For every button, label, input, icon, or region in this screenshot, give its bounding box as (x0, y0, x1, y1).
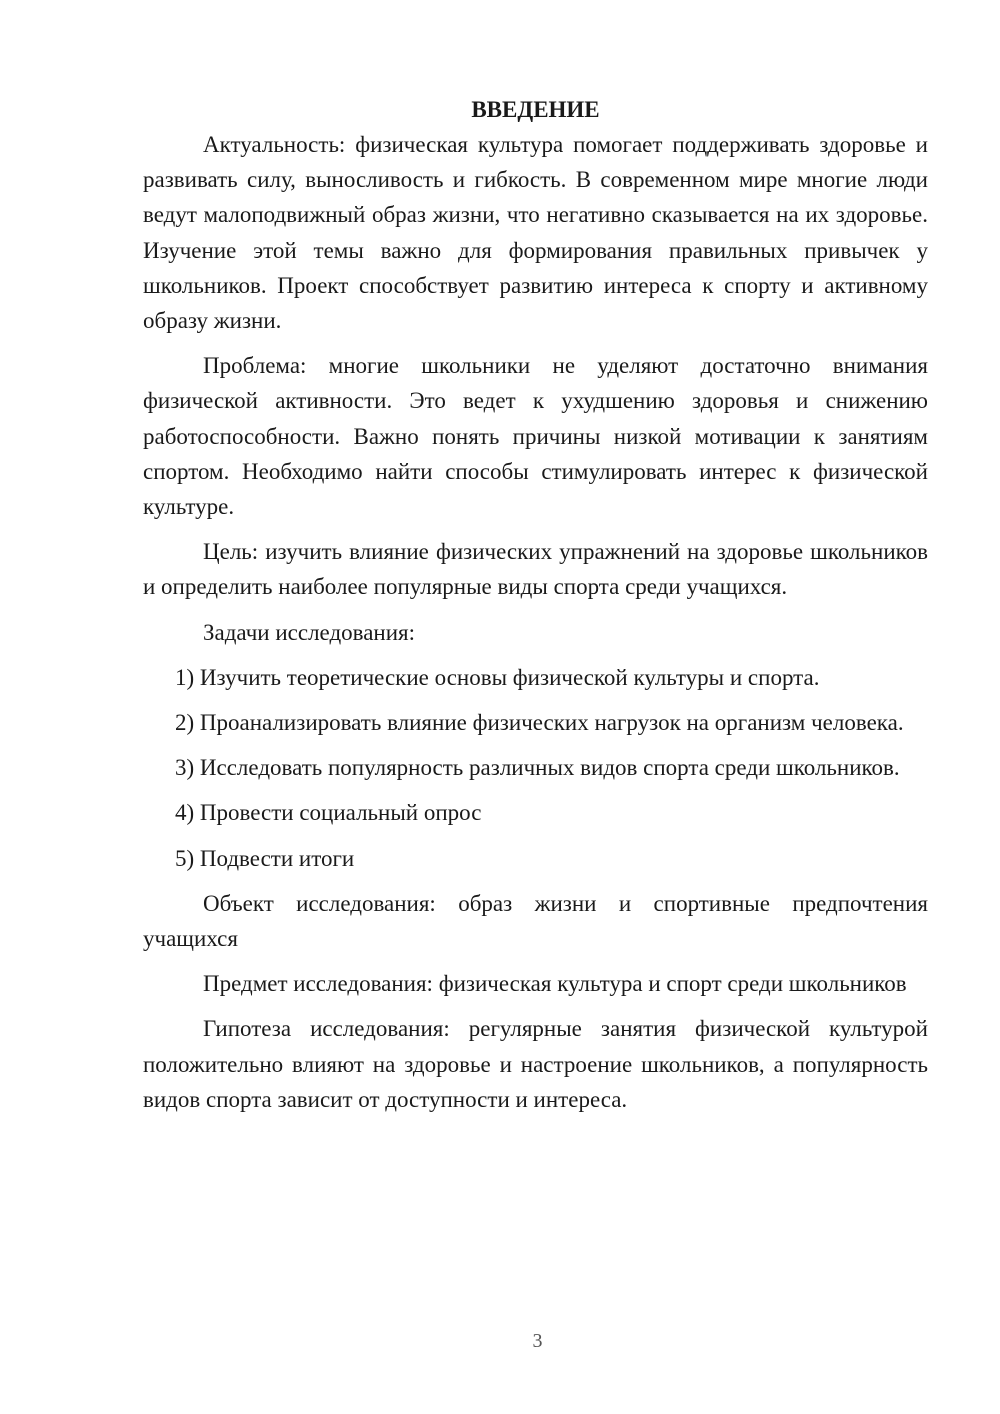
goal-paragraph: Цель: изучить влияние физических упражнений на здоровье школьников и определить наиболее популярные виды спорта среди учащихся. (143, 539, 928, 600)
page-number: 3 (532, 1330, 543, 1352)
relevance-paragraph: Актуальность: физическая культура помогает поддерживать здоровье и развивать силу, выносливость и гибкость. В современном мире многие люди ведут малоподвижный образ жизни, что негативно сказывается на их здоровье. Изучение этой темы важно для формирования правильных привычек у школьников. Проект способствует развитию интереса к спорту и активному образу жизни. (143, 132, 928, 334)
task-item: 5) Подвести итоги (175, 845, 355, 871)
subject-paragraph: Предмет исследования: физическая культура и спорт среди школьников (203, 971, 907, 997)
hypothesis-paragraph: Гипотеза исследования: регулярные занятия физической культурой положительно влияют на здоровье и настроение школьников, а популярность видов спорта зависит от доступности и интереса. (143, 1016, 928, 1112)
page-title: ВВЕДЕНИЕ (471, 97, 600, 122)
problem-paragraph: Проблема: многие школьники не уделяют достаточно внимания физической активности. Это ведет к ухудшению здоровья и снижению работоспособности. Важно понять причины низкой мотивации к занятиям спортом. Необходимо найти способы стимулировать интерес к физической культуре. (143, 353, 928, 520)
task-item: 3) Исследовать популярность различных видов спорта среди школьников. (175, 755, 900, 781)
task-item: 4) Провести социальный опрос (175, 800, 482, 826)
object-paragraph: Объект исследования: образ жизни и спортивные предпочтения учащихся (143, 890, 928, 952)
task-item: 1) Изучить теоретические основы физической культуры и спорта. (175, 664, 820, 690)
document-page (143, 92, 928, 1127)
tasks-heading: Задачи исследования: (203, 619, 416, 645)
task-item: 2) Проанализировать влияние физических нагрузок на организм человека. (175, 710, 904, 736)
